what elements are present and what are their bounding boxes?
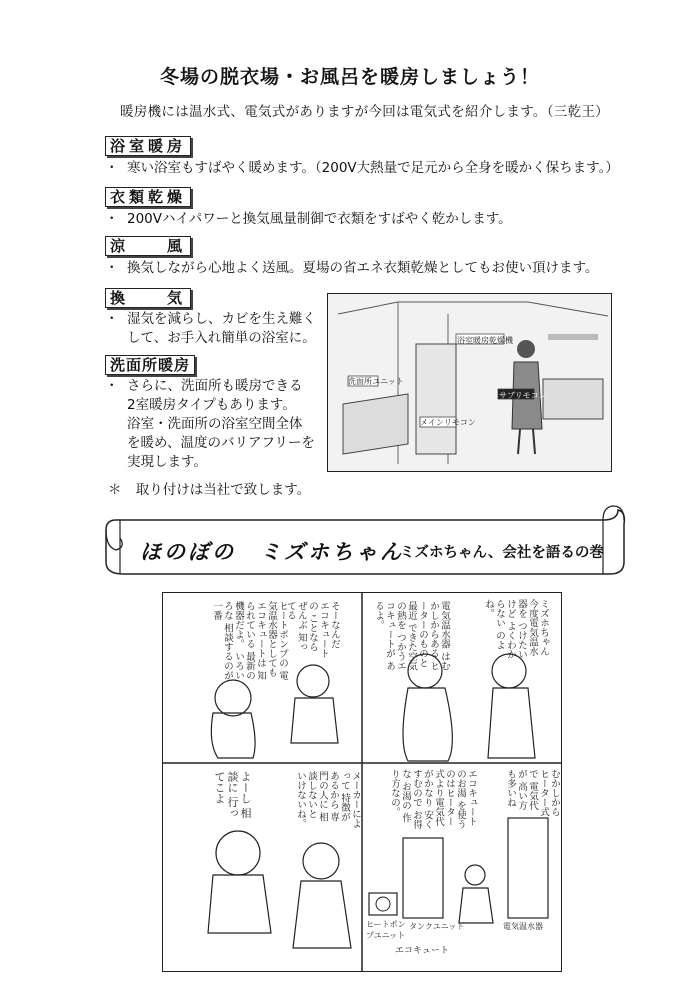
section-heading: 換 気: [105, 288, 191, 308]
speech-line: ヒートポンプの: [277, 601, 288, 668]
speech-line: 知られている: [244, 601, 266, 681]
bullet-text: 200Vハイパワーと換気風量制御で衣類をすばやく乾かします。: [127, 211, 512, 227]
speech-line: ぜんぶ: [296, 601, 307, 630]
body-line: を暖め、温度のバリアフリーを: [127, 435, 315, 451]
illustration-label: メインリモコン: [420, 418, 476, 427]
speech-line: 今度電気温水器を: [516, 599, 538, 656]
unit-label-tank: タンクユニット: [409, 922, 465, 931]
speech-line: あるよ。: [373, 601, 395, 671]
speech-line: エコキュートの: [307, 601, 329, 658]
speech-line: のよね。: [483, 599, 505, 650]
speech-line: お得な: [400, 769, 422, 830]
speech-line: ことなら: [307, 613, 318, 652]
speech-line: お湯の: [400, 781, 411, 811]
unit-label-water-heater: 電気温水器: [503, 922, 543, 931]
section-clothes-drying: [105, 187, 512, 229]
section-bath-heating: [105, 136, 619, 178]
speech-line: 最新の機器だよ。: [233, 601, 255, 681]
intro-text: 暖房機には温水式、電気式がありますが今回は電気式を紹介します。（三乾王）: [120, 104, 609, 120]
banner-subtitle: ミズホちゃん、会社を語るの巻: [400, 545, 604, 561]
speech-bubble: [285, 601, 340, 661]
unit-label-ecocute: エコキュート: [395, 946, 450, 956]
speech-line: 知ってる: [285, 601, 307, 652]
speech-line: つけたいけど: [505, 599, 527, 660]
bullet-mark: ・: [105, 378, 119, 394]
speech-line: 専門の人に: [317, 771, 339, 822]
illustration-label: サブリモコン: [499, 391, 547, 400]
section-washroom-heating: [105, 355, 315, 472]
speech-line: 相談に: [226, 771, 252, 819]
body-line: 湿気を減らし、カビを生え難く: [127, 311, 316, 327]
section-body: [105, 310, 316, 348]
bathroom-illustration: [327, 293, 612, 472]
speech-line: メーカーによって: [339, 771, 361, 828]
speech-line: よーし: [239, 771, 252, 804]
bullet-mark: ・: [105, 311, 119, 327]
speech-line: エコキュートは: [255, 601, 266, 668]
speech-line: 相談しないと: [306, 771, 328, 822]
speech-line: 作り方なの。: [389, 769, 411, 823]
body-line: 2室暖房タイプもあります。: [127, 397, 296, 413]
speech-line: ヒーターのものと最近: [406, 601, 439, 671]
illustration-label: 洗面所ユニット: [348, 377, 404, 386]
bullet-mark: ・: [105, 260, 119, 276]
speech-line: ミズホちゃん: [538, 599, 549, 656]
speech-line: 電気温水器: [439, 601, 450, 649]
note-mark: ＊: [108, 482, 122, 498]
speech-line: エコキュートのお湯: [455, 769, 477, 826]
bullet-text: 換気しながら心地よく送風。夏場の省エネ衣類乾燥としてもお使い頂けます。: [127, 260, 599, 276]
bullet-text: 寒い浴室もすばやく暖めます。（200V大熱量で足元から全身を暖かく保ちます。）: [127, 160, 619, 176]
speech-line: 式より電気代がかなり: [422, 769, 444, 826]
speech-bubble: [213, 771, 252, 826]
section-heading: 涼 風: [105, 236, 191, 256]
speech-line: 相談するのが一番: [211, 601, 233, 681]
section-cool-breeze: [105, 236, 598, 278]
speech-line: そーなんだ: [329, 601, 340, 649]
section-heading: 浴室暖房: [105, 136, 191, 156]
speech-line: むかしから: [549, 769, 560, 817]
speech-line: 行ってこよ: [213, 771, 239, 819]
speech-line: 特徴があるから: [328, 771, 350, 822]
comic-strip: [162, 592, 562, 972]
body-line: 実現します。: [127, 454, 207, 470]
speech-bubble: [483, 599, 549, 664]
section-bullet: [105, 158, 619, 178]
speech-line: つかうエコキュートが: [384, 601, 406, 671]
section-ventilation: [105, 288, 316, 348]
speech-bubble: [505, 769, 560, 819]
banner-title: ほのぼの ミズホちゃん: [140, 540, 404, 564]
page-title: 冬場の脱衣場・お風呂を暖房しましょう！: [159, 66, 540, 88]
speech-line: よくわからない: [494, 599, 516, 660]
speech-line: いろいろな: [222, 601, 244, 681]
speech-bubble: [211, 601, 288, 681]
speech-line: できた空気の熱を: [395, 601, 417, 671]
note-text: 取り付けは当社で致します。: [135, 482, 311, 498]
speech-line: 電気代が: [516, 769, 538, 811]
speech-line: 高い方: [516, 781, 527, 811]
body-line: 浴室・洗面所の浴室空間全体: [127, 416, 303, 432]
bullet-mark: ・: [105, 160, 119, 176]
body-line: さらに、洗面所も暖房できる: [127, 378, 303, 394]
section-heading: 衣類乾燥: [105, 187, 191, 207]
section-bullet: [105, 209, 512, 229]
illustration-label: 浴室暖房乾燥機: [457, 336, 513, 345]
speech-line: 電気温水器としても: [266, 601, 288, 681]
speech-bubble: [295, 771, 361, 831]
speech-line: いけないね。: [295, 771, 306, 828]
speech-bubble: [373, 601, 450, 671]
section-heading: 洗面所暖房: [105, 355, 195, 375]
installation-note: [108, 478, 310, 498]
unit-label-heat-pump: ヒートポンプユニット: [366, 920, 406, 940]
body-line: して、お手入れ簡単の浴室に。: [127, 330, 316, 346]
section-bullet: [105, 258, 598, 278]
speech-line: ヒーター式で: [527, 769, 549, 817]
speech-line: はむかしからある: [428, 601, 450, 671]
speech-line: も多いね: [505, 769, 516, 807]
section-body: [105, 377, 315, 472]
speech-line: 安くすむので: [411, 769, 433, 830]
speech-bubble: [389, 769, 477, 831]
bullet-mark: ・: [105, 211, 119, 227]
speech-line: を使うのはヒーター: [444, 769, 466, 830]
